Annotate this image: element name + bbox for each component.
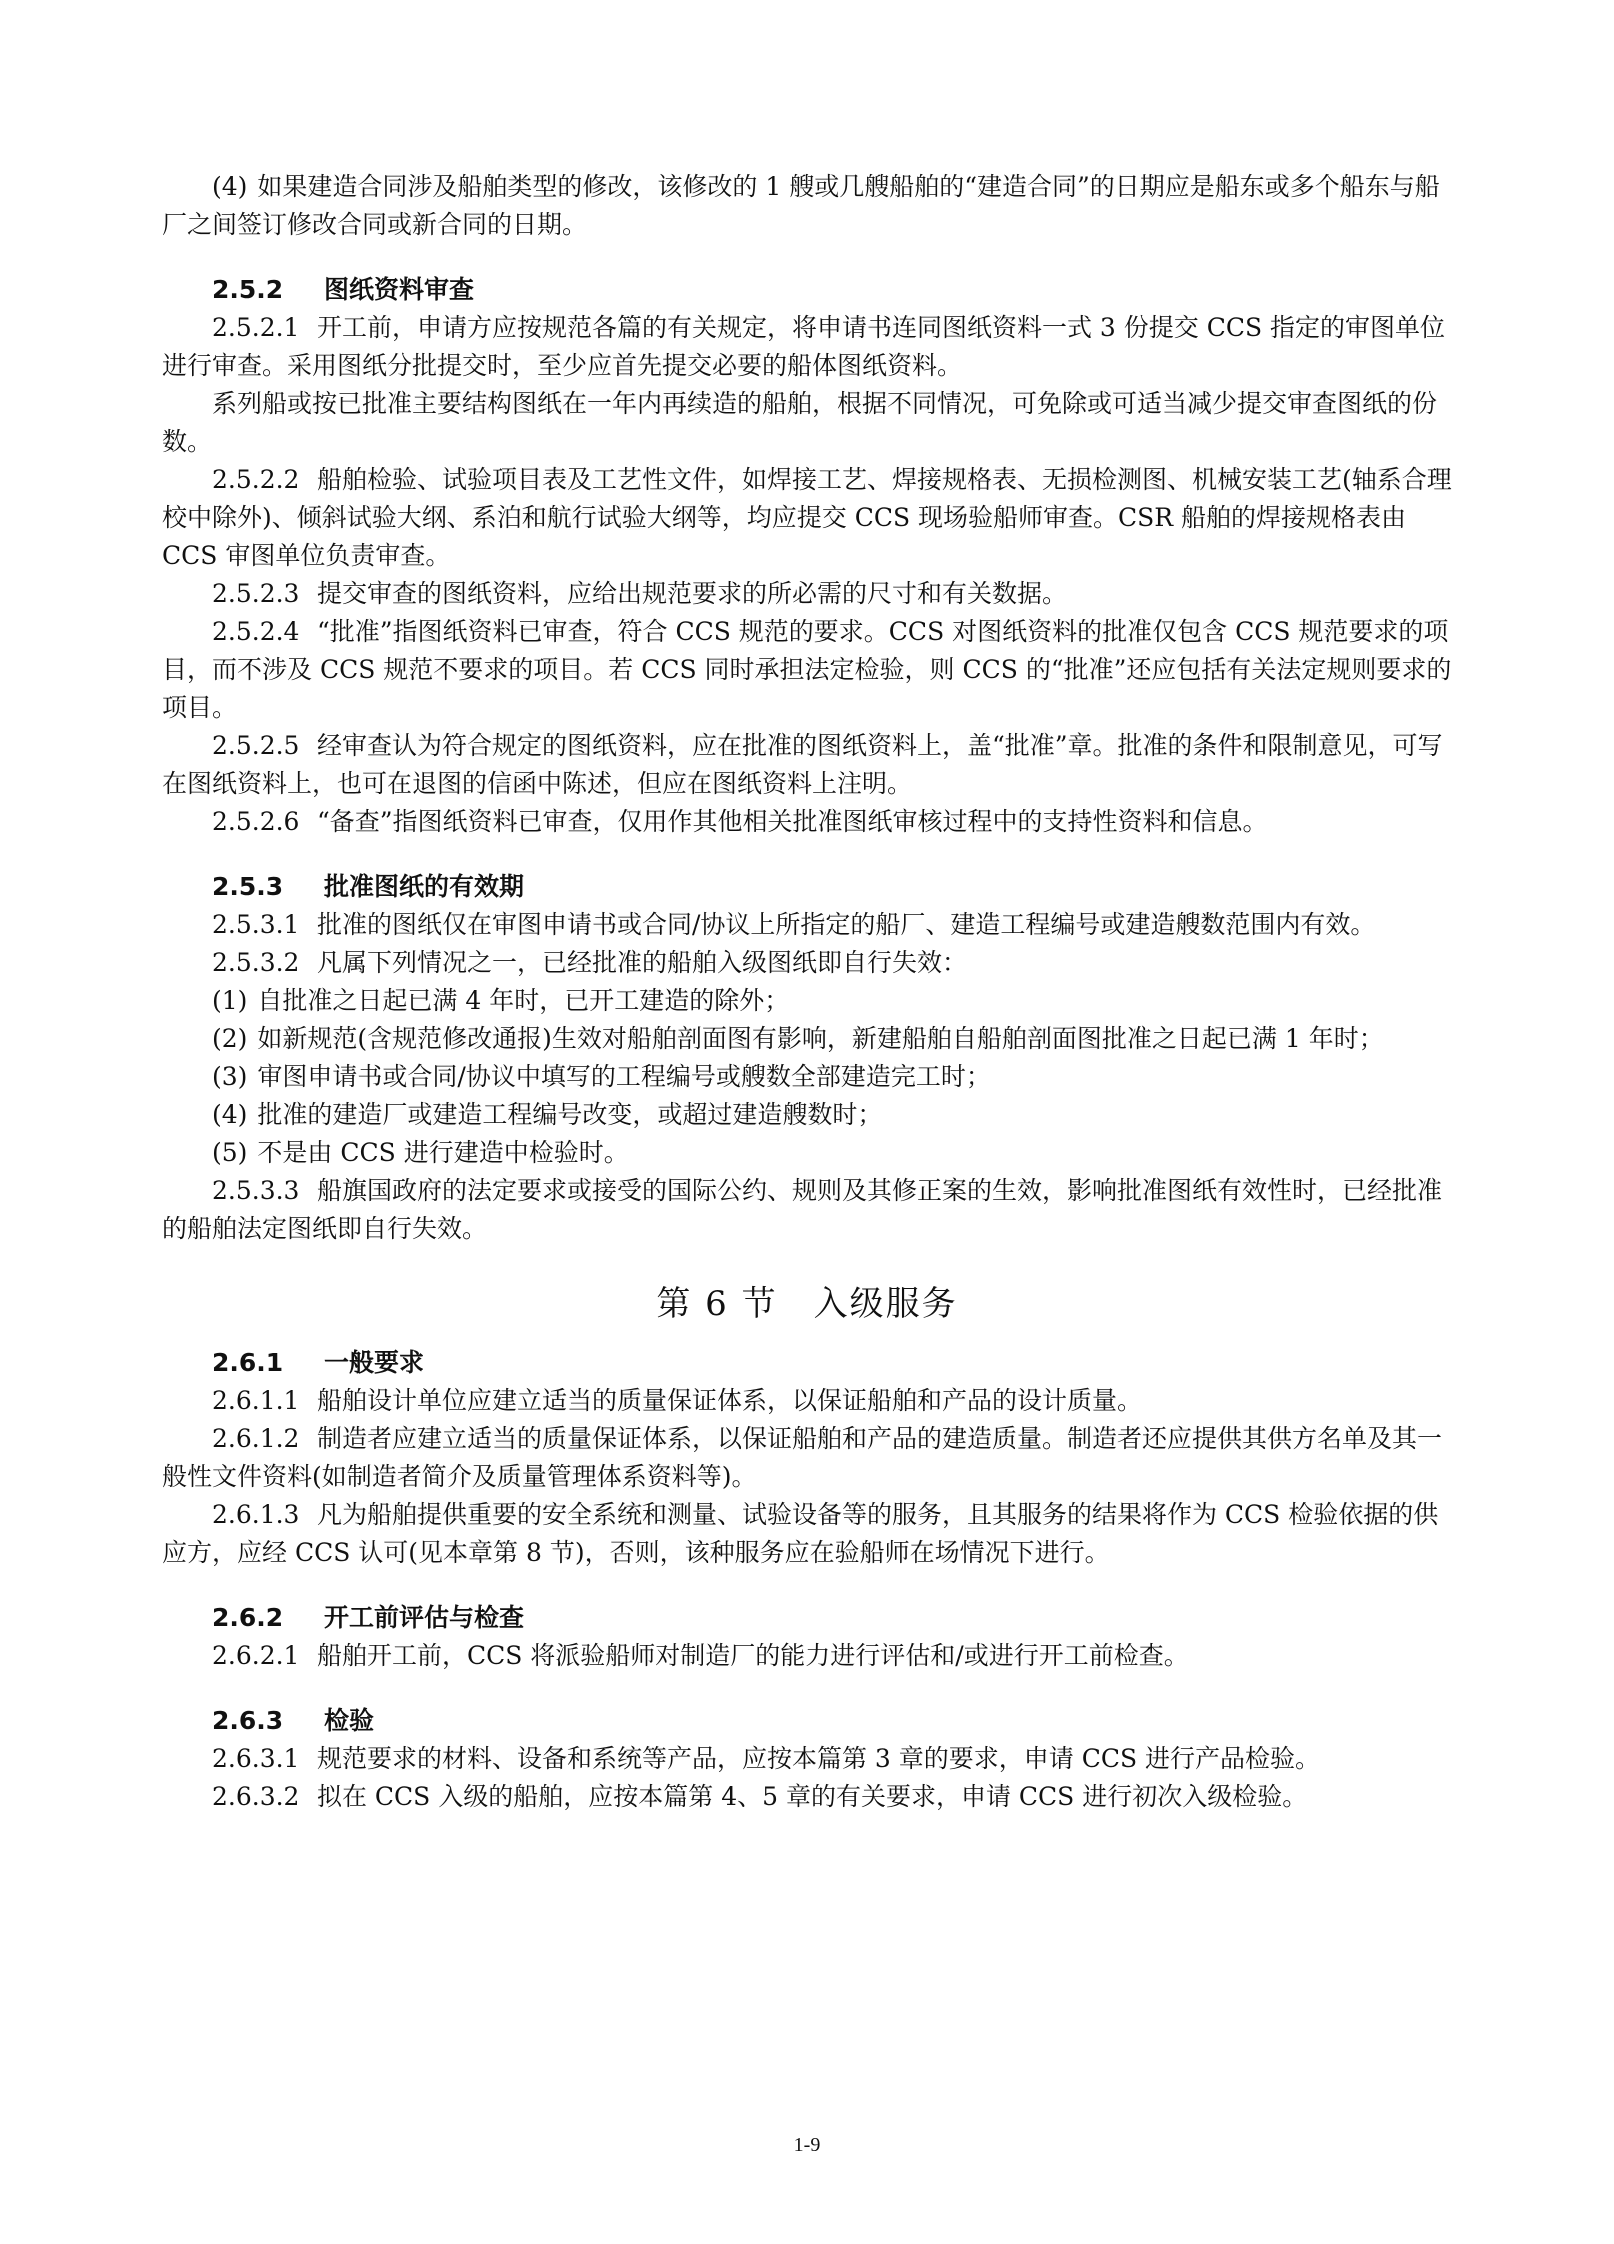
heading-number: 2.6.1 (212, 1348, 284, 1377)
heading-number: 2.5.2 (212, 275, 284, 304)
clause-text: 规范要求的材料、设备和系统等产品，应按本篇第 3 章的要求，申请 CCS 进行产品检验。 (316, 1744, 1321, 1773)
clause-text: 系列船或按已批准主要结构图纸在一年内再续造的船舶，根据不同情况，可免除或可适当减少提交审查图纸的份数。 (162, 389, 1438, 456)
clause-text: 船旗国政府的法定要求或接受的国际公约、规则及其修正案的生效，影响批准图纸有效性时，已经批准的船舶法定图纸即自行失效。 (162, 1176, 1442, 1243)
clause-2-6-3-1 (162, 1740, 1452, 1778)
heading-title: 一般要求 (324, 1348, 425, 1377)
clause-2-5-2-5 (162, 727, 1452, 803)
list-item (162, 1134, 1452, 1172)
clause-number: 2.5.2.6 (212, 807, 300, 836)
list-item-text: 不是由 CCS 进行建造中检验时。 (257, 1138, 629, 1167)
clause-text: 批准的图纸仅在审图申请书或合同/协议上所指定的船厂、建造工程编号或建造艘数范围内有效。 (316, 910, 1376, 939)
clause-2-5-3-3 (162, 1172, 1452, 1248)
section-title: 第 6 节 入级服务 (656, 1284, 958, 1324)
clause-2-6-1-1 (162, 1382, 1452, 1420)
clause-text: “批准”指图纸资料已审查，符合 CCS 规范的要求。CCS 对图纸资料的批准仅包含 CCS 规范要求的项目，而不涉及 CCS 规范不要求的项目。若 CCS 同时承担法定检验，则 CCS 的“批准”还应包括有关法定规则要求的项目。 (162, 617, 1452, 722)
clause-2-5-3-2 (162, 944, 1452, 982)
clause-2-6-2-1 (162, 1637, 1452, 1675)
list-item (162, 982, 1452, 1020)
clause-number: 2.6.2.1 (212, 1641, 300, 1670)
clause-number: 2.5.3.3 (212, 1176, 300, 1205)
clause-text: 凡属下列情况之一，已经批准的船舶入级图纸即自行失效： (316, 948, 967, 977)
heading-2-5-2 (162, 271, 1452, 309)
intro-paragraph (162, 168, 1452, 244)
page-number: 1-9 (793, 2134, 821, 2156)
list-item-number: (4) (212, 1100, 248, 1129)
list-item-text: 审图申请书或合同/协议中填写的工程编号或艘数全部建造完工时； (257, 1062, 991, 1091)
heading-2-5-3 (162, 868, 1452, 906)
clause-2-5-2-2 (162, 461, 1452, 575)
clause-number: 2.5.2.3 (212, 579, 300, 608)
heading-number: 2.6.2 (212, 1603, 284, 1632)
clause-2-5-2-6 (162, 803, 1452, 841)
clause-2-6-3-2 (162, 1778, 1452, 1816)
clause-text: 船舶设计单位应建立适当的质量保证体系，以保证船舶和产品的设计质量。 (316, 1386, 1142, 1415)
list-item-text: 批准的建造厂或建造工程编号改变，或超过建造艘数时； (257, 1100, 883, 1129)
clause-text: 开工前，申请方应按规范各篇的有关规定，将申请书连同图纸资料一式 3 份提交 CCS 指定的审图单位进行审查。采用图纸分批提交时，至少应首先提交必要的船体图纸资料。 (162, 313, 1446, 380)
heading-2-6-1 (162, 1344, 1452, 1382)
intro-item-number: (4) (212, 172, 248, 201)
clause-number: 2.5.3.2 (212, 948, 300, 977)
intro-text: 如果建造合同涉及船舶类型的修改，该修改的 1 艘或几艘船舶的“建造合同”的日期应是船东或多个船东与船厂之间签订修改合同或新合同的日期。 (162, 172, 1440, 239)
clause-number: 2.6.3.2 (212, 1782, 300, 1811)
list-item-number: (2) (212, 1024, 248, 1053)
clause-number: 2.6.1.3 (212, 1500, 300, 1529)
clause-text: 提交审查的图纸资料，应给出规范要求的所必需的尺寸和有关数据。 (316, 579, 1067, 608)
clause-2-5-2-3 (162, 575, 1452, 613)
list-item-number: (1) (212, 986, 248, 1015)
clause-number: 2.5.2.1 (212, 313, 300, 342)
clause-number: 2.5.2.5 (212, 731, 300, 760)
clause-text: “备查”指图纸资料已审查，仅用作其他相关批准图纸审核过程中的支持性资料和信息。 (316, 807, 1268, 836)
list-item-text: 如新规范(含规范修改通报)生效对船舶剖面图有影响，新建船舶自船舶剖面图批准之日起已满 1 年时； (257, 1024, 1384, 1053)
clause-2-5-3-1 (162, 906, 1452, 944)
clause-number: 2.5.2.4 (212, 617, 300, 646)
heading-title: 批准图纸的有效期 (324, 872, 525, 901)
document-body (162, 168, 1452, 1816)
list-item (162, 1058, 1452, 1096)
clause-number: 2.5.2.2 (212, 465, 300, 494)
heading-2-6-3 (162, 1702, 1452, 1740)
clause-2-5-2-1-para2 (162, 385, 1452, 461)
heading-number: 2.5.3 (212, 872, 284, 901)
heading-title: 开工前评估与检查 (324, 1603, 525, 1632)
clause-2-5-2-1 (162, 309, 1452, 385)
list-item (162, 1020, 1452, 1058)
clause-number: 2.6.1.2 (212, 1424, 300, 1453)
heading-title: 检验 (324, 1706, 375, 1735)
clause-2-5-2-4 (162, 613, 1452, 727)
clause-text: 船舶检验、试验项目表及工艺性文件，如焊接工艺、焊接规格表、无损检测图、机械安装工艺(轴系合理校中除外)、倾斜试验大纲、系泊和航行试验大纲等，均应提交 CCS 现场验船师审查。CSR 船舶的焊接规格表由 CCS 审图单位负责审查。 (162, 465, 1452, 570)
clause-2-6-1-2 (162, 1420, 1452, 1496)
clause-number: 2.6.1.1 (212, 1386, 300, 1415)
list-item-number: (5) (212, 1138, 248, 1167)
clause-text: 制造者应建立适当的质量保证体系，以保证船舶和产品的建造质量。制造者还应提供其供方名单及其一般性文件资料(如制造者简介及质量管理体系资料等)。 (162, 1424, 1442, 1491)
heading-title: 图纸资料审查 (324, 275, 475, 304)
clause-text: 拟在 CCS 入级的船舶，应按本篇第 4、5 章的有关要求，申请 CCS 进行初次入级检验。 (316, 1782, 1308, 1811)
list-item (162, 1096, 1452, 1134)
clause-text: 凡为船舶提供重要的安全系统和测量、试验设备等的服务，且其服务的结果将作为 CCS 检验依据的供应方，应经 CCS 认可(见本章第 8 节)，否则，该种服务应在验船师在场情况下进行。 (162, 1500, 1439, 1567)
clause-number: 2.6.3.1 (212, 1744, 300, 1773)
clause-text: 经审查认为符合规定的图纸资料，应在批准的图纸资料上，盖“批准”章。批准的条件和限制意见，可写在图纸资料上，也可在退图的信函中陈述，但应在图纸资料上注明。 (162, 731, 1443, 798)
list-item-number: (3) (212, 1062, 248, 1091)
clause-number: 2.5.3.1 (212, 910, 300, 939)
heading-2-6-2 (162, 1599, 1452, 1637)
heading-number: 2.6.3 (212, 1706, 284, 1735)
list-item-text: 自批准之日起已满 4 年时，已开工建造的除外； (257, 986, 790, 1015)
clause-2-6-1-3 (162, 1496, 1452, 1572)
clause-text: 船舶开工前，CCS 将派验船师对制造厂的能力进行评估和/或进行开工前检查。 (316, 1641, 1189, 1670)
